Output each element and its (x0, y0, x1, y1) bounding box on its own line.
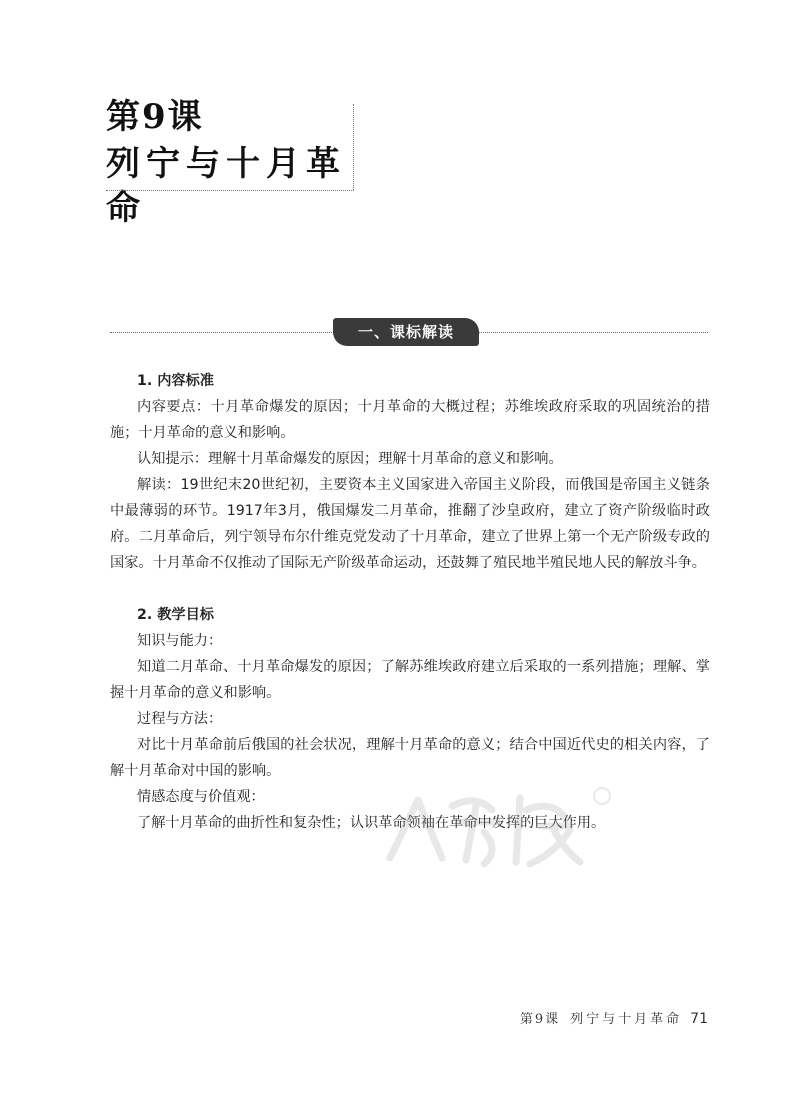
page-number: 71 (690, 1011, 708, 1027)
knowledge-paragraph: 知道二月革命、十月革命爆发的原因；了解苏维埃政府建立后采取的一系列措施；理解、掌握十月革命的意义和影响。 (110, 659, 710, 701)
lesson-title: 列宁与十月革命 (106, 144, 346, 228)
cognitive-hints-paragraph: 认知提示：理解十月革命爆发的原因；理解十月革命的意义和影响。 (137, 451, 563, 467)
title-divider-vertical (353, 104, 354, 190)
main-content (110, 368, 710, 836)
main-points-paragraph: 内容要点：十月革命爆发的原因；十月革命的大概过程；苏维埃政府采取的巩固统治的措施；十月革命的意义和影响。 (110, 399, 710, 441)
knowledge-label: 知识与能力： (137, 633, 223, 649)
process-paragraph: 对比十月革命前后俄国的社会状况，理解十月革命的意义；结合中国近代史的相关内容，了解十月革命对中国的影响。 (110, 737, 710, 779)
emotion-label: 情感态度与价值观： (137, 789, 265, 805)
section-banner: 一、课标解读 (333, 318, 479, 346)
process-label: 过程与方法： (137, 711, 223, 727)
footer-title: 列宁与十月革命 (570, 1012, 683, 1027)
spacer (110, 576, 710, 602)
lesson-number: 第9课 (106, 97, 204, 137)
footer-lesson: 第9课 (519, 1012, 561, 1027)
interpretation-paragraph: 解读：19世纪末20世纪初，主要资本主义国家进入帝国主义阶段，而俄国是帝国主义链条中最薄弱的环节。1917年3月，俄国爆发二月革命，推翻了沙皇政府，建立了资产阶级临时政府。二月革命后，列宁领导布尔什维克党发动了十月革命，建立了世界上第一个无产阶级专政的国家。十月革命不仅推动了国际无产阶级革命运动，还鼓舞了殖民地半殖民地人民的解放斗争。 (110, 477, 710, 571)
emotion-paragraph: 了解十月革命的曲折性和复杂性；认识革命领袖在革命中发挥的巨大作用。 (137, 815, 606, 831)
publisher-watermark (380, 770, 620, 870)
page-footer (520, 1008, 708, 1027)
lesson-header (106, 96, 376, 230)
title-divider (106, 190, 354, 191)
content-standard-heading: 1. 内容标准 (137, 373, 214, 389)
teaching-goals-heading: 2. 教学目标 (137, 607, 214, 623)
